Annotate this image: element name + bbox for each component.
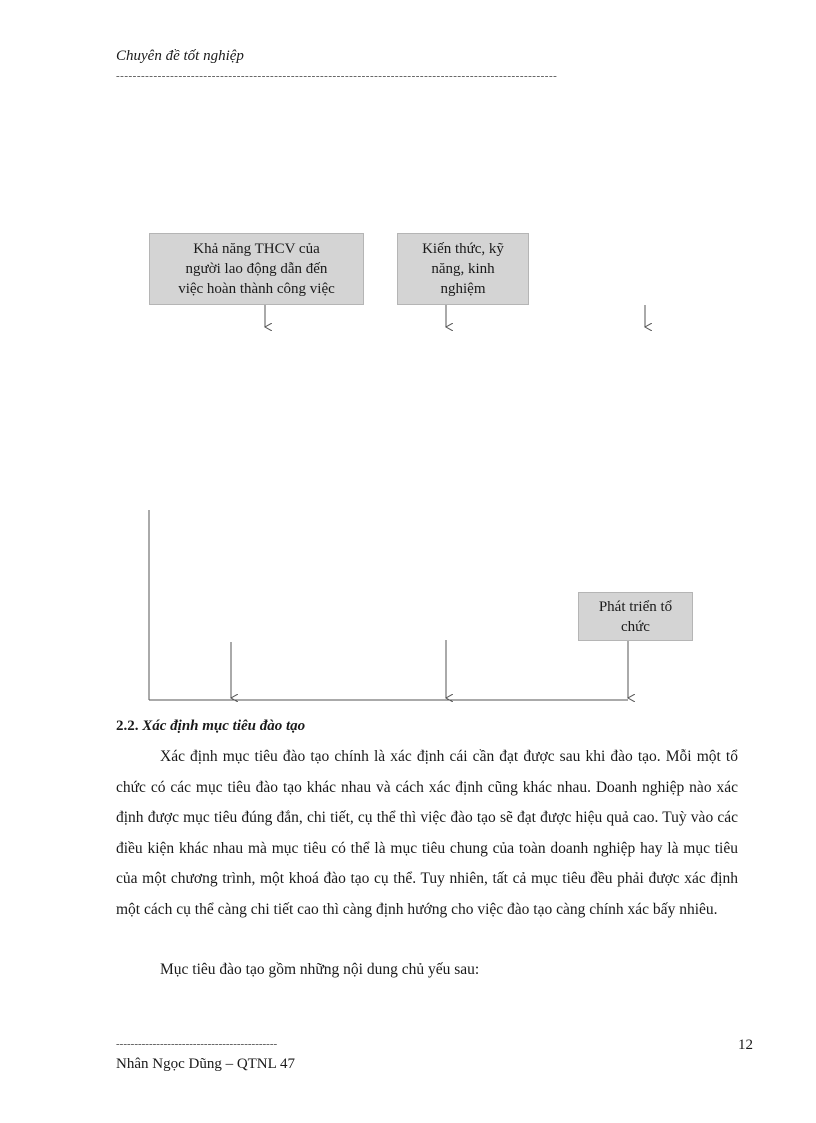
footer-author: Nhân Ngọc Dũng – QTNL 47: [116, 1056, 295, 1072]
header-title: Chuyên đề tốt nghiệp: [116, 48, 244, 64]
page-number: 12: [738, 1037, 753, 1053]
section-heading: [116, 718, 305, 735]
diagram-box-knowledge-skills: Kiến thức, kỹ năng, kinh nghiệm: [397, 233, 529, 305]
diagram-box-work-ability: Khả năng THCV của người lao động dẫn đến việc hoàn thành công việc: [149, 233, 364, 305]
diagram-box-org-development: Phát triển tổ chức: [578, 592, 693, 641]
section-number: 2.2.: [116, 718, 139, 734]
header-rule: ----------------------------------------------------------------------------------------------------------: [116, 70, 558, 82]
footer-rule: --------------------------------------------: [116, 1038, 278, 1050]
body-paragraph: Mục tiêu đào tạo gồm những nội dung chủ yếu sau:: [160, 961, 480, 978]
body-paragraph: Xác định mục tiêu đào tạo chính là xác định cái cần đạt được sau khi đào tạo. Mỗi một tổ chức có các mục tiêu đào tạo khác nhau và cách xác định cũng khác nhau. Doanh nghiệp nào xác định được mục tiêu đúng đắn, chi tiết, cụ thể thì việc đào tạo sẽ đạt được hiệu quả cao. Tuỳ vào các điều kiện khác nhau mà mục tiêu có thể là mục tiêu chung của toàn doanh nghiệp hay là mục tiêu của một chương trình, một khoá đào tạo cụ thể. Tuy nhiên, tất cả mục tiêu đều phải được xác định một cách cụ thể càng chi tiết cao thì càng định hướng cho việc đào tạo càng chính xác bấy nhiêu.: [116, 748, 738, 918]
section-title: Xác định mục tiêu đào tạo: [142, 718, 306, 734]
